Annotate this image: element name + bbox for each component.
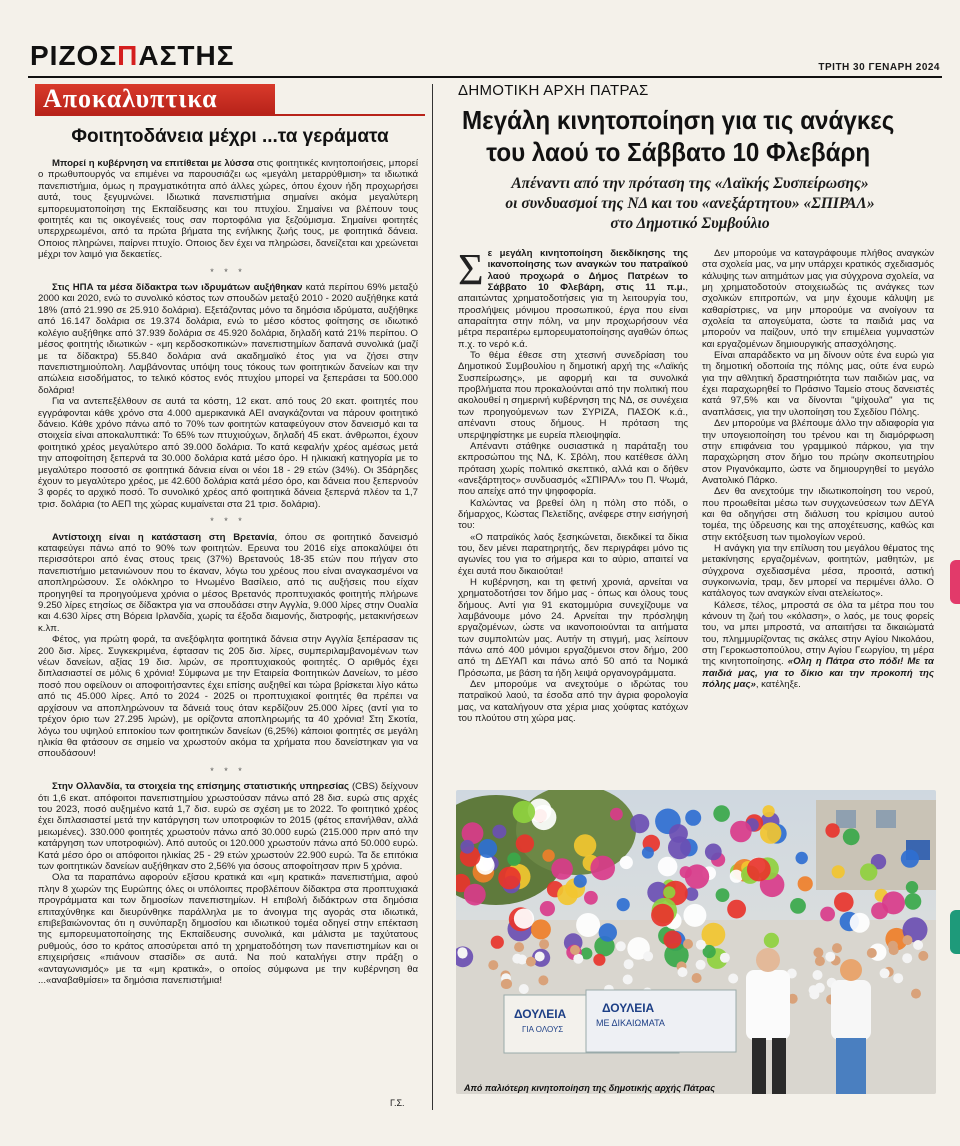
rally-photo-illustration	[456, 790, 936, 1094]
crowd-person	[911, 989, 921, 999]
dropcap: Σ	[458, 248, 484, 294]
left-article-body	[38, 158, 418, 1108]
balloon	[542, 849, 554, 861]
right-paragraph: Η κυβέρνηση, και τη φετινή χρονιά, αρνείται να χρηματοδοτήσει τον δήμο μας - όπως και όλους τους δήμους. Αντί για 91 εκατομμύρια συνεχίζουμε να λαμβάνουμε μόνο 24. Αρνείται την πρόσληψη εργαζομένων, ώστε να ικανοποιούνται τα αιτήματα των συμπολιτών μας. Αυτήν τη στιγμή, μας λείπουν πάνω από 400 μόνιμοι εργαζόμενοι στον δήμο, 200 από τη ΔΕΥΑΠ και πάνω από 50 από τα Νομικά Πρόσωπα, με βάση τα ήδη λειψά οργανογράμματα.	[458, 576, 688, 679]
crowd-person	[815, 956, 825, 966]
crowd-person	[692, 973, 702, 983]
issue-date: ΤΡΙΤΗ 30 ΓΕΝΑΡΗ 2024	[818, 62, 940, 73]
balloon	[871, 902, 888, 919]
balloon	[820, 907, 835, 922]
left-paragraph: Για να αντεπεξέλθουν σε αυτά τα κόστη, 12 εκατ. από τους 20 εκατ. φοιτητές που εγγράφονται κάθε χρόνο στα 4.000 αμερικανικά ΑΕΙ αναγκάζονται να πάρουν φοιτητικό δάνειο. Κάθε χρόνο πάνω από το 70% των φοιτητών καταφεύγουν στον δανεισμό και τα στοιχεία είναι αποκαλυπτικά: Το 65% των πτυχιούχων, δηλαδή 45 εκατ. άνθρωποι, έχουν φοιτητικό χρέος μεγαλύτερο από 39.000 δολάρια. Το κατά κεφαλήν χρέος αμέσως μετά την αποφοίτηση ξεπερνά τα 30.000 δολάρια κατά μέσο όρο. Η ηλικιακή κατηγορία με το μεγαλύτερο ποσοστό σε φοιτητικά δάνεια είναι οι νέοι 18 - 29 ετών (34%). Οι 35άρηδες έχουν το μεγαλύτερο χρέος, με 42.600 δολάρια κατά μέσο όρο, και δάνεια που ξεπερνούν 3 φορές το αρχικό ποσό. Το συνολικό χρέος από φοιτητικά δάνεια ξεπερνά πλέον τα 1,7 τρισ. δολάρια (το ΑΕΠ της χώρας κυμαίνεται στα 21 τρισ. δολάρια).	[38, 396, 418, 510]
balloon	[764, 933, 779, 948]
crowd-person	[538, 975, 548, 985]
page-edge-tab	[950, 910, 960, 954]
crowd-person	[720, 953, 730, 963]
balloon	[790, 898, 806, 914]
right-kicker: ΔΗΜΟΤΙΚΗ ΑΡΧΗ ΠΑΤΡΑΣ	[458, 82, 649, 99]
crowd-person	[519, 984, 529, 994]
logo-text-a: ΡΙΖΟΣ	[30, 40, 118, 71]
balloon	[730, 870, 743, 883]
balloon	[584, 891, 598, 905]
balloon	[531, 919, 551, 939]
crowd-person	[535, 952, 545, 962]
section-rule	[35, 114, 425, 116]
crowd-person	[832, 943, 842, 953]
crowd-person	[913, 940, 923, 950]
crowd-person	[893, 973, 903, 983]
balloon	[860, 863, 877, 880]
crowd-person	[696, 960, 706, 970]
left-paragraph: Στην Ολλανδία, τα στοιχεία της επίσημης στατιστικής υπηρεσίας (CBS) δείχνουν ότι 1,6 εκατ. απόφοιτοι πανεπιστημίου χρωστούσαν πάνω από 28 δισ. ευρώ στις αρχές του 2023, ποσό αυξημένο κατά 1,7 δισ. ευρώ σε σχέση με το 2022. Το φοιτητικό χρέος έχει διπλασιαστεί μετά την κατάργηση των υποτροφιών το 2015 (φέτος επανήλθαν, αλλά μειωμένες). 330.000 φοιτητές χρωστούν πάνω από 30.000 ευρώ (215.000 πριν από την κατάργηση των υποτροφιών). Από αυτούς οι 120.000 χρωστούν πάνω από 50.000 ευρώ. Κατά μέσο όρο οι απόφοιτοι ηλικίας 25 - 29 ετών χρωστούν 22.900 ευρώ. Τα δε επιτόκια των φοιτητικών δανείων αυξήθηκαν στο 2,56% για όσους αποφοίτησαν πριν 5 χρόνια.	[38, 781, 418, 872]
balloon	[516, 834, 534, 852]
right-paragraph: «Ο πατραϊκός λαός ξεσηκώνεται, διεκδικεί τα δίκια του, δεν μένει παρατηρητής, δεν περιγράφει μόνο τις αγωνίες του για το σήμερα και το αύριο, απαιτεί να έχει αυτά που δικαιούται!	[458, 531, 688, 577]
balloon	[905, 893, 922, 910]
balloon	[798, 876, 813, 891]
crowd-person	[815, 983, 825, 993]
balloon	[716, 888, 730, 902]
crowd-person	[514, 942, 524, 952]
left-article-title: Φοιτητοδάνεια μέχρι ...τα γεράματα	[71, 126, 389, 147]
right-paragraph: Η ανάγκη για την επίλυση του μεγάλου θέματος της μετακίνησης εργαζομένων, φοιτητών, μαθητών, με σύγχρονα σχεδιασμένα μέσα, προσιτά, αστική συγκοινωνία, τραμ, δεν μπορεί να περιμένει άλλο. Ο κατάλογος των αναγκών είναι ατελείωτος».	[702, 542, 934, 600]
page-edge-tab	[950, 560, 960, 604]
banner-text: ΔΟΥΛΕΙΑ	[514, 1007, 567, 1021]
subhead-line: Απέναντι από την πρόταση της «Λαϊκής Συσπείρωσης»	[511, 175, 869, 192]
masthead-logo	[30, 40, 235, 72]
left-paragraph: Ολα τα παραπάνω αφορούν εξίσου κρατικά και «μη κρατικά» πανεπιστήμια, αφού πλην 8 χωρών της Ευρώπης όλες οι υπόλοιπες προβλέπουν δίδακτρα στα προπτυχιακά προγράμματα και των δημοσίων πανεπιστημίων. Η επιβολή διδάκτρων στα δημόσια επιταχύνθηκε και διευρύνθηκε παράλληλα με το άνοιγμα της αγοράς στα ιδιωτικά, επιβεβαιώνοντας ότι η συνύπαρξη δημοσίου και ιδιωτικού τομέα οδηγεί στην επέκταση της εμπορευματοποίησης της Εκπαίδευσης συνολικά, και μάλιστα με ταχύτατους ρυθμούς, όσο το κράτος αποσύρεται από τη χρηματοδότηση των πανεπιστημίων και οι επιχειρήσεις «πιάνουν στασίδι» σε αυτά. Να πού καταλήγει στην πράξη ο «ανταγωνισμός» με τα «μη κρατικά», ο οποίος σύμφωνα με την κυβέρνηση θα ...«αναβαθμίσει» τα δημόσια πανεπιστήμια!	[38, 872, 418, 987]
crowd-person	[867, 948, 877, 958]
balloon	[850, 913, 870, 933]
balloon	[630, 814, 649, 833]
balloon	[713, 805, 730, 822]
crowd-person	[683, 939, 693, 949]
headline-line: του λαού το Σάββατο 10 Φλεβάρη	[486, 137, 871, 167]
balloon	[685, 810, 701, 826]
column-divider	[432, 84, 433, 1110]
balloon	[705, 844, 722, 861]
balloon	[730, 821, 752, 843]
balloon	[843, 828, 860, 845]
balloon	[796, 852, 808, 864]
crowd-person	[458, 949, 468, 959]
crowd-person	[813, 970, 823, 980]
crowd-person	[512, 954, 522, 964]
crowd-person	[488, 960, 498, 970]
balloon	[668, 836, 691, 859]
headline-line: Μεγάλη κινητοποίηση για τις ανάγκες	[462, 105, 895, 135]
right-paragraph: Δεν θα ανεχτούμε την ιδιωτικοποίηση του νερού, που προωθείται μέσω των συγχωνεύσεων των ΔΕΥΑ και θα οδηγήσει στη διάλυση του κρίσιμου αυτού τομέα, της ύδρευσης και της αποχέτευσης, καθώς και στην εκτόξευση των τιμολογίων νερού.	[702, 486, 934, 543]
crowd-person	[918, 951, 928, 961]
balloon	[492, 825, 506, 839]
balloon	[663, 886, 675, 898]
right-paragraph: Σε μεγάλη κινητοποίηση διεκδίκησης της ικανοποίησης των αναγκών του πατραϊκού λαού προχωρά ο Δήμος Πατρέων το Σάββατο 10 Φλεβάρη, στις 11 π.μ., απαιτώντας χρηματοδοτήσεις για τη λειτουργία του, προσλήψεις μόνιμου προσωπικού, έργα που είναι απαραίτητα στην πόλη, να μην προχωρήσουν νέα μέτρα περαιτέρω εμπορευματοποίησης αγαθών όπως π.χ. το νερό κ.ά.	[458, 248, 688, 350]
crowd-person	[643, 951, 653, 961]
crowd-person	[624, 959, 634, 969]
balloon	[557, 885, 578, 906]
crowd-person	[678, 967, 688, 977]
balloon	[727, 900, 746, 919]
section-stars: * * *	[210, 516, 246, 527]
section-stars: * * *	[210, 765, 246, 776]
left-paragraph: Μπορεί η κυβέρνηση να επιτίθεται με λύσσα στις φοιτητικές κινητοποιήσεις, μπορεί ο πρωθυπουργός να επιμένει να παρουσιάζει ως «μεγάλη μεταρρύθμιση» τα ιδιωτικά πανεπιστήμια, όμως η πραγματικότητα από άλλες χώρες, όπου έχουν ήδη προχωρήσει αυτά, τους ξεγυμνώνει. Ιδιωτικά πανεπιστήμια σημαίνει ακόμα μεγαλύτερη εμπορευματοποίηση της Εκπαίδευσης και του πτυχίου. Σημαίνει να βλέπουν τους φοιτητές και τις οικογένειές τους σαν πορτοφόλια για ξεζούμισμα. Σημαίνει φοιτητές υπερχρεωμένοι, από τα πρώτα βήματα της ενήλικης ζωής τους, με φοιτητικά δάνεια. Οποιος πληρώνει, παίρνει πτυχίο. Οποιος δεν έχει να πληρώσει, δανείζεται και χρεώνεται μέχρι τον λαιμό για δεκαετίες.	[38, 158, 418, 261]
balloon	[551, 858, 573, 880]
subhead-line: στο Δημοτικό Συμβούλιο	[610, 215, 770, 232]
balloon	[642, 847, 654, 859]
left-paragraph: Φέτος, για πρώτη φορά, τα ανεξόφλητα φοιτητικά δάνεια στην Αγγλία ξεπέρασαν τις 200 δισ. λίρες. Συγκεκριμένα, έφτασαν τις 205 δισ. λίρες, συμπεριλαμβανομένων των νέων δανείων, αξίας 19 δισ. λιρών, σε προπτυχιακούς φοιτητές. Ο αριθμός έχει διπλασιαστεί σε μόλις 6 χρόνια! Σύμφωνα με την Εταιρεία Φοιτητικών Δανείων, το μέσο ποσό που οφείλουν οι αποφοιτήσαντες έχει επίσης αυξηθεί και τώρα βρίσκεται λίγο κάτω από τις 45.000 λίρες. Από το 2024 - 2025 οι προπτυχιακοί φοιτητές θα πρέπει να αρχίσουν να αποπληρώνουν τα δάνειά τους όταν κερδίζουν 25.000 λίρες (αντί για το τρέχον όριο των 27.295 λιρών), με ορίζοντα αποπληρωμής τα 40 χρόνια! Στη Σκοτία, λόγω του υψηλού επιτοκίου των φοιτητικών δανείων (6,25%) κάποιοι φοιτητές σε μεγάλη ηλικία θα φτάσουν σε σημείο να χρωστούν ακόμα τα χρήματα που δανείστηκαν για να σπουδάσουν!	[38, 634, 418, 760]
right-paragraph: Καλώντας να βρεθεί όλη η πόλη στο πόδι, ο δήμαρχος, Κώστας Πελετίδης, ανέφερε στην εισήγησή του:	[458, 497, 688, 532]
right-paragraph: Δεν μπορούμε να καταγράφουμε πλήθος αναγκών στα σχολεία μας, να μην υπάρχει κρατικός σχεδιασμός κάλυψης των αιτημάτων μας για σύγχρονα σχολεία, να μη χρηματοδοτούν στοιχειωδώς τις ανάγκες των σχολικών επιτροπών, να μην έχουμε κάλυψη με καθαρίστριες, να μην μπορούμε να ανοίγουν τα σχολεία τα απογεύματα, ώστε τα παιδιά μας να μπορούν να παίζουν, υπό την επιμέλεια γυμναστών και εργαζομένων δημιουργικής απασχόλησης.	[702, 248, 934, 350]
balloon	[574, 834, 596, 856]
crowd-person	[825, 952, 835, 962]
balloon	[514, 909, 534, 929]
left-paragraph: Στις ΗΠΑ τα μέσα δίδακτρα των ιδρυμάτων αυξήθηκαν κατά περίπου 69% μεταξύ 2000 και 2020, ενώ το συνολικό κόστος των σπουδών μεταξύ 2010 - 2020 αυξήθηκε κατά 18% (από 21.990 σε 25.910 δολάρια). Εξετάζοντας μόνο τα δημόσια ιδρύματα, αυξήθηκε από 16.147 δολάρια σε 19.374 δολάρια, ενώ το μέσο κόστος φοίτησης σε ιδιωτικό κολέγιο αυξήθηκε από 37.939 δολάρια σε 45.920 δολάρια, δηλαδή κατά 21% περίπου. Ο μέσος φοιτητής ιδιωτικών - «μη κερδοσκοπικών» πανεπιστημίων δαπανά συνολικά (μαζί με τα δίδακτρα) 55.840 δολάρια ανά ακαδημαϊκό έτος για να ζήσει στην πανεπιστημιούπολη. Λαμβάνοντας υπόψη τους τόκους των φοιτητικών δανείων και την απώλεια εισοδήματος, το τελικό κόστος ενός πτυχίου μπορεί να ξεπεράσει τα 500.000 δολάρια!	[38, 282, 418, 396]
balloon	[901, 850, 919, 868]
balloon	[460, 840, 474, 854]
balloon	[685, 864, 709, 888]
crowd-person	[573, 954, 583, 964]
subhead-line: οι συνδυασμοί της ΝΔ και του «ανεξάρτητου» «ΣΠΙΡΑΛ»	[505, 195, 875, 212]
crowd-person	[880, 968, 890, 978]
balloon	[658, 857, 678, 877]
balloon	[663, 931, 681, 949]
right-paragraph: Το θέμα έθεσε στη χτεσινή συνεδρίαση του Δημοτικού Συμβουλίου η δημοτική αρχή της «Λαϊκής Συσπείρωσης», με αφορμή και τα συνολικά προβλήματα που προκαλούνται από την πολιτική που ακολουθεί η σημερινή κυβέρνηση της ΝΔ, σε συνέχεια των προηγούμενων των ΣΥΡΙΖΑ, ΠΑΣΟΚ κ.ά., απέναντι στους δήμους. Η πρόταση της υπερψηφίστηκε με ευρεία πλειοψηφία.	[458, 350, 688, 441]
balloon	[832, 865, 845, 878]
photo-caption: Από παλιότερη κινητοποίηση της δημοτικής αρχής Πάτρας	[464, 1083, 715, 1093]
right-paragraph: Είναι απαράδεκτο να μη δίνουν ούτε ένα ευρώ για τη δημοτική οδοποιία της πόλης μας, ούτε ένα ευρώ για την αθλητική δραστηριότητα των παιδιών μας, να έχει παραχωρηθεί το Πράσινο Ταμείο στους δανειστές κατά 97,5% και να δίνονται "ψίχουλα" για τις αναπλάσεις, για την υλοποίηση του Σχεδίου Πόλης.	[702, 350, 934, 418]
rally-photo	[456, 790, 936, 1094]
balloon	[763, 805, 775, 817]
balloon	[593, 954, 605, 966]
balloon	[906, 881, 918, 893]
balloon	[590, 856, 615, 881]
balloon	[507, 853, 520, 866]
crowd-person	[570, 945, 580, 955]
crowd-person	[728, 974, 738, 984]
crowd-person	[889, 945, 899, 955]
crowd-person	[696, 940, 706, 950]
balloon	[760, 822, 781, 843]
left-paragraph: Αντίστοιχη είναι η κατάσταση στη Βρετανία, όπου σε φοιτητικό δανεισμό καταφεύγει πάνω από το 90% των φοιτητών. Ερευνα του 2016 είχε αποκαλύψει ότι περισσότεροι από ένας στους τρεις (37%) Βρετανούς 18-35 ετών που πήγαν στο πανεπιστήμιο μετανιώνουν που το έκαναν, λόγω του χρέους που είναι αναγκασμένοι να αποπληρώσουν. Σε ολόκληρο το Ηνωμένο Βασίλειο, από τις αυξήσεις που είχαν προηγηθεί τα προηγούμενα χρόνια ο μέσος Βρετανός προπτυχιακός φοιτητής πλήρωνε 9.250 λίρες ετησίως σε δίδακτρα για να σπουδάσει στην Αγγλία, 9.000 λίρες στην Ουαλία και 4.630 λίρες στη Βόρεια Ιρλανδία, χωρίς τα έξοδα διαμονής, διατροφής, μετακινήσεων κ.λπ.	[38, 531, 418, 634]
crowd-person	[813, 948, 823, 958]
balloon	[478, 839, 497, 858]
balloon	[599, 923, 617, 941]
balloon	[513, 801, 535, 823]
balloon	[498, 867, 521, 890]
crowd-person	[526, 957, 536, 967]
balloon	[651, 904, 674, 927]
logo-hammer-sickle: Π	[117, 40, 139, 71]
top-rule	[28, 76, 942, 78]
right-headline	[455, 104, 901, 168]
right-subhead	[455, 174, 925, 234]
crowd-person	[902, 953, 912, 963]
crowd-person	[616, 941, 626, 951]
crowd-person	[623, 975, 633, 985]
right-paragraph: Απέναντι στάθηκε ουσιαστικά η παράταξη του εκπροσώπου της ΝΔ, Κ. Σβόλη, που κατέθεσε άλλη πρόταση χωρίς πολιτικό σκεπτικό, αλλά και ο δήθεν «ανεξάρτητος» συνδυασμός «ΣΠΙΡΑΛ» του Π. Ψωμά, που απείχε από την ψηφοφορία.	[458, 440, 688, 498]
balloon	[620, 856, 633, 869]
balloon	[574, 875, 587, 888]
logo-text-b: ΑΣΤΗΣ	[138, 40, 235, 71]
right-paragraph: Δεν μπορούμε να βλέπουμε άλλο την αδιαφορία για την υπογειοποίηση του τρένου και τη διαμόρφωση στην επιφάνεια του γραμμικού πάρκου, για την παραχώρηση στον δήμο του πρώην σκοπευτηρίου στον Ριγανόκαμπο, ώστε να δημιουργηθεί το μεγάλο Ανατολικό Πάρκο.	[702, 418, 934, 486]
balloon	[491, 936, 504, 949]
balloon	[610, 808, 623, 821]
crowd-person	[903, 935, 913, 945]
balloon	[683, 904, 706, 927]
balloon	[576, 913, 600, 937]
crowd-person	[539, 939, 549, 949]
crowd-person	[502, 979, 512, 989]
author-initials: Γ.Σ.	[390, 1098, 405, 1108]
balloon	[834, 892, 854, 912]
balloon	[540, 901, 555, 916]
balloon	[747, 858, 771, 882]
banner-text: ΜΕ ΔΙΚΑΙΩΜΑΤΑ	[596, 1018, 665, 1028]
section-banner: Αποκαλυπτικα	[35, 84, 275, 114]
balloon	[617, 898, 630, 911]
balloon	[825, 823, 839, 837]
banner-text: ΔΟΥΛΕΙΑ	[602, 1001, 655, 1015]
balloon	[464, 884, 486, 906]
section-stars: * * *	[210, 266, 246, 277]
right-paragraph: Κάλεσε, τέλος, μπροστά σε όλα τα μέτρα που του κάνουν τη ζωή του «κόλαση», ο λαός, με τους φορείς του, να μπει μπροστά, να απαιτήσει τα δικαιώματά του, πλημμυρίζοντας τις σκάλες στην Αγίου Νικολάου, στη Γεροκωστοπούλου, στην Αγίου Γεωργίου, τη μέρα της κινητοποίησης. «Ολη η Πάτρα στο πόδι! Με τα παιδιά μας, για το δίκιο και την προκοπή της πόλης μας», κατέληξε.	[702, 599, 934, 691]
right-column-1	[458, 248, 688, 788]
right-column-2	[702, 248, 934, 788]
right-paragraph: Δεν μπορούμε να ανεχτούμε ο ιδρώτας του πατραϊκού λαού, τα έσοδα από την άγρια φορολογία μας, να καταλήγουν στα χέρια μιας χούφτας κατόχων του πλούτου στη χώρα μας.	[458, 679, 688, 725]
banner-text: ΓΙΑ ΟΛΟΥΣ	[522, 1025, 564, 1034]
